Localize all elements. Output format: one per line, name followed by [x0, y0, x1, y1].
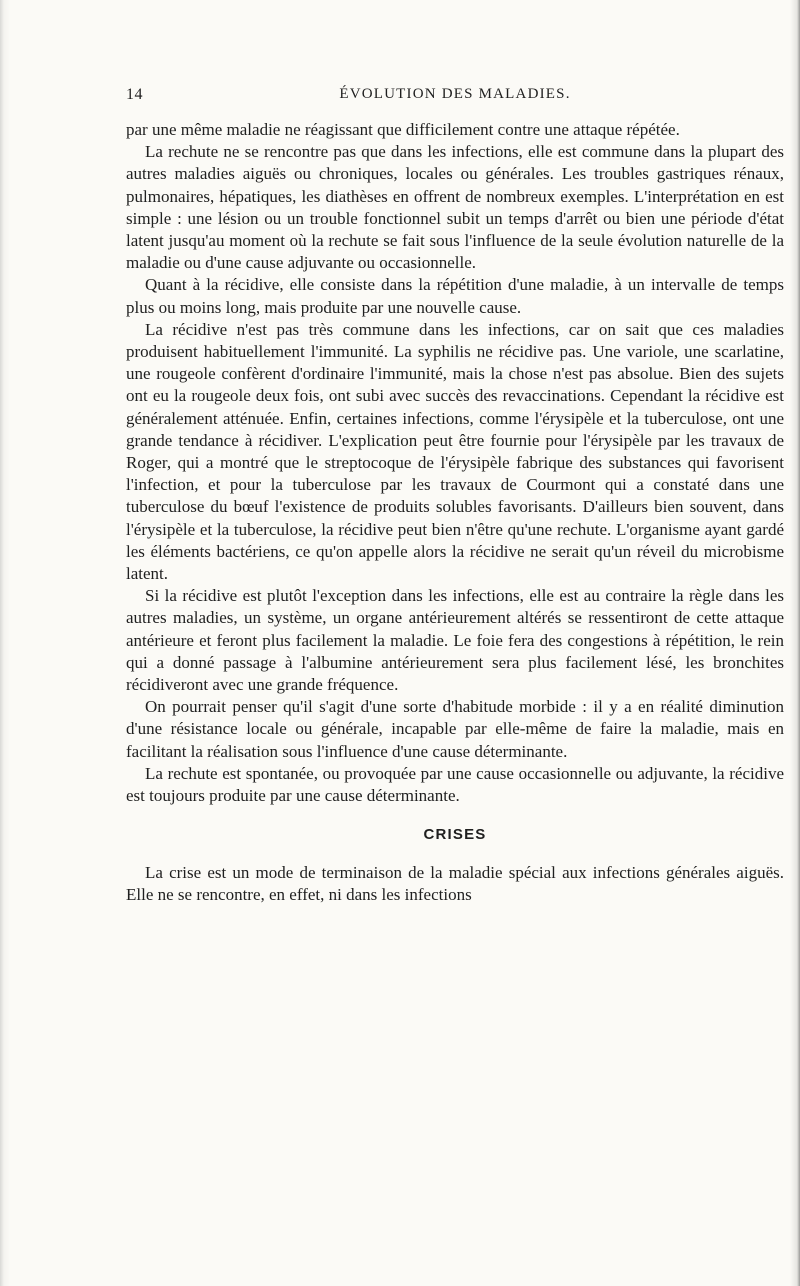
paragraph-continuation: par une même maladie ne réagissant que difficilement contre une attaque répétée. [126, 120, 680, 139]
page-left-edge [0, 0, 10, 1286]
paragraph-recidive-autres-maladies: Si la récidive est plutôt l'exception dans les infections, elle est au contraire la règle dans les autres maladies, un système, un organe antérieurement altérés se ressentiront de cette attaque antérieure et feront plus facilement la maladie. Le foie fera des congestions à répétition, le rein qui a donné passage à l'albumine antérieurement sera plus facilement lésé, les bronchites récidiveront avec une grande fréquence. [126, 586, 784, 695]
running-title: ÉVOLUTION DES MALADIES. [339, 86, 571, 102]
section-heading-crises: CRISES [423, 826, 487, 844]
page-right-edge [790, 0, 800, 1286]
body-text [126, 119, 784, 906]
page-number: 14 [126, 86, 143, 103]
paragraph-recidive-infections: La récidive n'est pas très commune dans les infections, car on sait que ces maladies produisent habituellement l'immunité. La syphilis ne récidive pas. Une variole, une scarlatine, une rougeole confèrent d'ordinaire l'immunité, mais la chose n'est pas absolue. Bien des sujets ont eu la rougeole deux fois, ont subi avec succès des revaccinations. Cependant la récidive est généralement atténuée. Enfin, certaines infections, comme l'érysipèle et la tuberculose, ont une grande tendance à récidiver. L'explication peut être fournie pour l'érysipèle par les travaux de Roger, qui a montré que le streptocoque de l'érysipèle fabrique des substances qui favorisent l'infection, et pour la tuberculose par les travaux de Courmont qui a constaté dans une tuberculose du bœuf l'existence de produits solubles favorisants. D'ailleurs bien souvent, dans l'érysipèle et la tuberculose, la récidive peut bien n'être qu'une rechute. L'organisme ayant gardé les éléments bactériens, ce qu'on appelle alors la récidive ne serait qu'un réveil du microbisme latent. [126, 319, 784, 584]
paragraph-rechute: La rechute ne se rencontre pas que dans les infections, elle est commune dans la plupart des autres maladies aiguës ou chroniques, locales ou générales. Les troubles gastriques rénaux, pulmonaires, hépatiques, les diathèses en offrent de nombreux exemples. L'interprétation en est simple : une lésion ou un trouble fonctionnel subit un temps d'arrêt ou bien une période d'état latent jusqu'au moment où la rechute se fait sous l'influence de la seule évolution naturelle de la maladie ou d'une cause adjuvante ou occasionnelle. [126, 142, 784, 273]
paragraph-crise: La crise est un mode de terminaison de la maladie spécial aux infections générales aiguës. Elle ne se rencontre, en effet, ni dans les infections [126, 862, 784, 904]
page-header [126, 86, 784, 108]
paragraph-conclusion: La rechute est spontanée, ou provoquée par une cause occasionnelle ou adjuvante, la récidive est toujours produite par une cause déterminante. [126, 763, 784, 806]
paragraph-habitude-morbide: On pourrait penser qu'il s'agit d'une sorte d'habitude morbide : il y a en réalité diminution d'une résistance locale ou générale, incapable par elle-même de faire la maladie, mais en facilitant la réalisation sous l'influence d'une cause déterminante. [126, 697, 784, 761]
paragraph-recidive-definition: Quant à la récidive, elle consiste dans la répétition d'une maladie, à un intervalle de temps plus ou moins long, mais produite par une nouvelle cause. [126, 275, 784, 317]
